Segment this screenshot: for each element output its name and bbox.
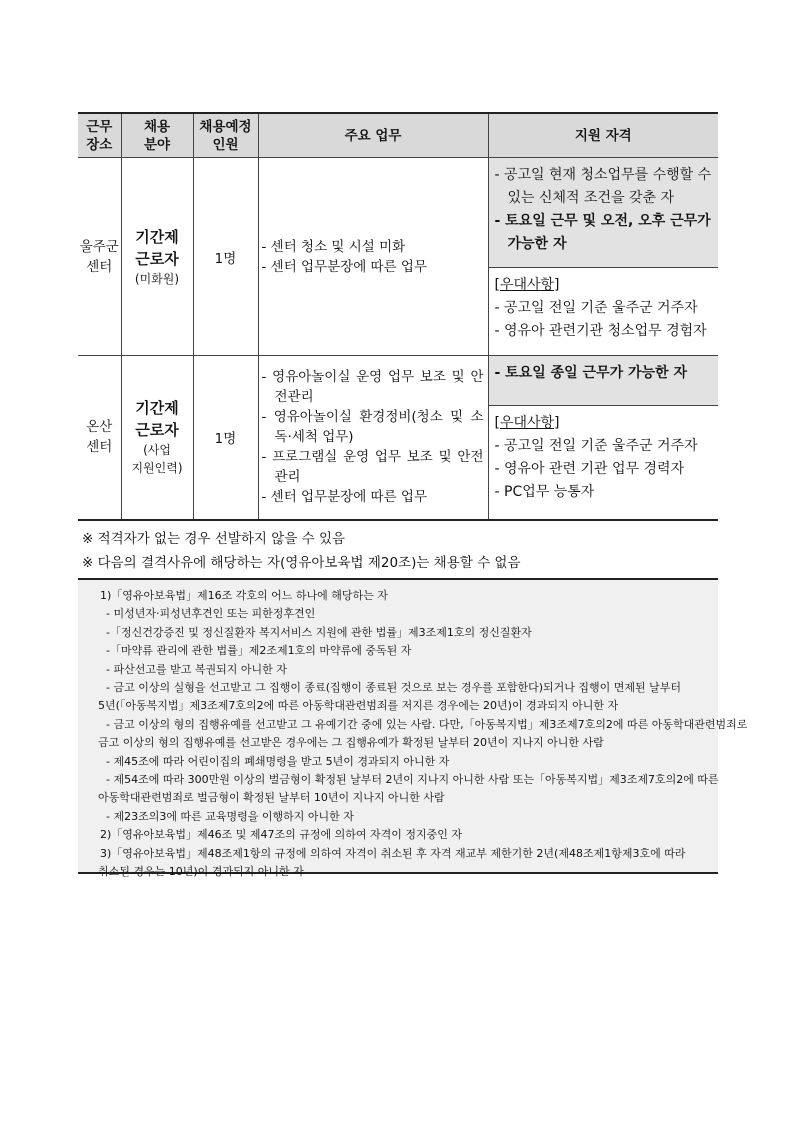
qualifications-cell — [488, 356, 718, 520]
header-text: 근무 — [86, 118, 113, 135]
header-text: 채용예정 — [199, 118, 252, 135]
preferred-item: - 공고일 전일 기준 울주군 거주자 — [494, 300, 698, 316]
disqualification-line: - 제23조의3에 따른 교육명령을 이행하지 아니한 자 — [106, 809, 354, 823]
field-subtitle: (미화원) — [134, 271, 180, 286]
recruitment-table — [78, 112, 718, 521]
duty-item: - 프로그램실 운영 업무 보조 및 안전관리 — [261, 449, 484, 486]
qualifications-cell — [488, 158, 718, 356]
preferred-qualifications — [489, 267, 719, 349]
work-location-cell — [78, 158, 121, 356]
preferred-label: [우대사항] — [494, 415, 560, 431]
disqualification-line: 3)「영유아보육법」제48조제1항의 규정에 의하여 자격이 취소된 후 자격 재교부 제한기한 2년(제48조제1항제3호에 따라 — [100, 846, 686, 860]
location-text: 센터 — [86, 439, 113, 456]
header-main-duties: 주요 업무 — [258, 113, 488, 158]
preferred-item: - 공고일 전일 기준 울주군 거주자 — [494, 438, 698, 454]
location-text: 센터 — [86, 258, 113, 275]
header-text: 분야 — [143, 136, 171, 153]
note-item: ※ 적격자가 없는 경우 선발하지 않을 수 있음 — [82, 531, 346, 547]
recruit-field-cell — [121, 158, 193, 356]
table-header-row — [78, 113, 718, 158]
disqualification-line: 금고 이상의 형의 집행유예를 선고받은 경우에는 그 집행유예가 확정된 날부터 20년이 지나지 아니한 사람 — [98, 736, 604, 750]
disqualification-line: - 금고 이상의 형의 집행유예를 선고받고 그 유예기간 중에 있는 사람. 다만,「아동복지법」제3조제7호의2에 따른 아동학대관련범죄로 — [106, 717, 748, 731]
disqualification-line: - 파산선고를 받고 복권되지 아니한 자 — [106, 662, 287, 676]
field-title: 근로자 — [135, 421, 179, 440]
recruit-field-cell — [121, 356, 193, 520]
location-text: 온산 — [86, 419, 113, 436]
header-text: 인원 — [212, 136, 239, 153]
duty-item: - 영유아놀이실 운영 업무 보조 및 안전관리 — [261, 369, 484, 406]
field-title: 근로자 — [135, 249, 179, 268]
field-subtitle: 지원인력) — [131, 461, 183, 476]
required-qualifications — [489, 356, 719, 405]
field-subtitle: (사업 — [143, 443, 171, 458]
qualification-item: - 공고일 현재 청소업무를 수행할 수 있는 신체적 조건을 갖춘 자 — [494, 167, 712, 206]
required-qualifications — [489, 158, 719, 267]
preferred-qualifications — [489, 405, 719, 510]
disqualification-line: - 제54조에 따라 300만원 이상의 벌금형이 확정된 날부터 2년이 지나지 아니한 사람 또는「아동복지법」제3조제7호의2에 따른 — [106, 773, 719, 787]
disqualification-box — [78, 578, 748, 879]
disqualification-line: 취소된 경우는 10년)이 경과되지 아니한 자 — [98, 865, 304, 879]
table-row — [78, 158, 718, 356]
preferred-item: - 영유아 관련 기관 업무 경력자 — [494, 461, 685, 477]
disqualification-line: -「정신건강증진 및 정신질환자 복지서비스 지원에 관한 법률」제3조제1호의 정신질환자 — [106, 625, 532, 639]
main-duties-cell — [258, 158, 488, 356]
header-work-location — [78, 113, 121, 158]
preferred-label: [우대사항] — [494, 277, 560, 293]
disqualification-line: - 제45조에 따라 어린이집의 폐쇄명령을 받고 5년이 경과되지 아니한 자 — [106, 754, 450, 768]
table-row — [78, 356, 718, 520]
notes-section — [82, 527, 521, 575]
main-duties-cell — [258, 356, 488, 520]
preferred-item: - PC업무 능통자 — [494, 484, 595, 500]
location-text: 울주군 — [79, 238, 119, 255]
header-recruit-count — [193, 113, 258, 158]
header-text: 장소 — [86, 136, 113, 153]
duty-item: - 센터 청소 및 시설 미화 — [261, 238, 406, 255]
note-item: ※ 다음의 결격사유에 해당하는 자(영유아보육법 제20조)는 채용할 수 없음 — [82, 555, 521, 571]
qualification-item: - 토요일 종일 근무가 가능한 자 — [494, 365, 687, 381]
disqualification-line: -「마약류 관리에 관한 법률」제2조제1호의 마약류에 중독된 자 — [106, 644, 412, 658]
disqualification-line: 1)「영유아보육법」제16조 각호의 어느 하나에 해당하는 자 — [100, 589, 388, 602]
preferred-item: - 영유아 관련기관 청소업무 경험자 — [494, 323, 707, 339]
duty-item: - 센터 업무분장에 따른 업무 — [261, 489, 427, 506]
duty-item: - 센터 업무분장에 따른 업무 — [261, 258, 427, 275]
header-text: 채용 — [143, 118, 171, 135]
disqualification-line: 2)「영유아보육법」제46조 및 제47조의 규정에 의하여 자격이 정지중인 자 — [100, 828, 463, 842]
recruit-count-cell: 1명 — [193, 356, 258, 520]
duty-item: - 영유아놀이실 환경정비(청소 및 소독·세척 업무) — [261, 409, 484, 446]
disqualification-line: - 금고 이상의 실형을 선고받고 그 집행이 종료(집행이 종료된 것으로 보는 경우를 포함한다)되거나 집행이 면제된 날부터 — [106, 681, 682, 695]
header-recruit-field — [121, 113, 193, 158]
field-title: 기간제 — [135, 227, 179, 246]
header-qualifications: 지원 자격 — [488, 113, 718, 158]
field-title: 기간제 — [135, 399, 179, 418]
disqualification-line: 아동학대관련범죄로 벌금형이 확정된 날부터 10년이 지나지 아니한 사람 — [98, 791, 445, 805]
disqualification-line: 5년(「아동복지법」제3조제7호의2에 따른 아동학대관련범죄를 저지른 경우에는 20년)이 경과되지 아니한 자 — [98, 699, 619, 713]
recruit-count-cell: 1명 — [193, 158, 258, 356]
work-location-cell — [78, 356, 121, 520]
qualification-item: - 토요일 근무 및 오전, 오후 근무가 가능한 자 — [494, 213, 711, 252]
disqualification-line: - 미성년자·피성년후견인 또는 피한정후견인 — [106, 607, 316, 621]
